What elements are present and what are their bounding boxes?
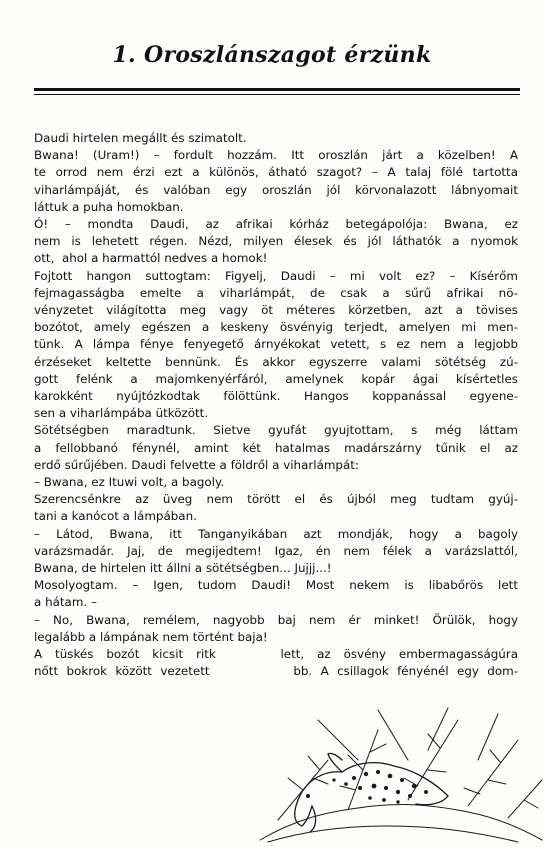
text-line: tünk. A lámpa fénye fenyegető árnyékokat vetett, s ez nem a legjobb xyxy=(34,337,518,352)
text-line: gott felénk a majomkenyérfáról, amelynek kopár ágai kísértetles xyxy=(34,371,518,386)
text-line: viharlámpáját, és valóban egy oroszlán jól körvonalazott lábnyomait xyxy=(34,182,518,197)
text-line: Ó! – mondta Daudi, az afrikai kórház betegápolója: Bwana, ez xyxy=(34,217,518,232)
text-line: Fojtott hangon suttogtam: Figyelj, Daudi – mi volt ez? – Kísérőm xyxy=(34,268,518,283)
text-line: varázsmadár. Jaj, de megijedtem! Igaz, én nem félek a varázslattól, xyxy=(34,543,518,558)
text-line: – No, Bwana, remélem, nagyobb baj nem ér minket! Örülök, hogy xyxy=(34,612,518,627)
text-line: karokként nyújtózkodtak fölöttünk. Hangos koppanással egyene- xyxy=(34,389,518,404)
text-line: Sötétségben maradtunk. Sietve gyufát gyujtottam, s még láttam xyxy=(34,423,518,438)
text-line: sen a viharlámpába ütközött. xyxy=(34,406,209,421)
text-line: a hátam. – xyxy=(34,595,97,610)
text-line: a fellobbanó fénynél, amint két hatalmas madárszárny tűnik el az xyxy=(34,440,518,455)
text-line: fejmagasságba emelte a viharlámpát, de csak a sűrű afrikai nö- xyxy=(34,285,518,300)
text-line: nőtt bokrok között vezetett bb. A csillagok fényénél egy dom- xyxy=(34,664,518,679)
text-line: Mosolyogtam. – Igen, tudom Daudi! Most nekem is libabőrös lett xyxy=(34,578,518,593)
text-line: – Bwana, ez Ituwi volt, a bagoly. xyxy=(34,475,225,490)
text-line: – Látod, Bwana, itt Tanganyikában azt mondják, hogy a bagoly xyxy=(34,526,518,541)
text-line: Bwana, de hirtelen itt állni a sötétségben... Jujjj...! xyxy=(34,561,332,576)
hyena-in-thornbush-illustration xyxy=(258,700,544,847)
text-line: A tüskés bozót kicsit ritk lett, az ösvény embermagasságúra xyxy=(34,647,518,662)
text-line: Bwana! (Uram!) – fordult hozzám. Itt oroszlán járt a közelben! A xyxy=(34,148,518,163)
text-line: ott, ahol a harmattól nedves a homok! xyxy=(34,251,268,266)
title-rule-thin xyxy=(34,94,520,95)
body-text xyxy=(34,130,518,681)
text-line: vényzetet világította meg vagy öt méteres körzetben, azt a tövises xyxy=(34,303,518,318)
text-line: bozótot, amely egészen a keskeny ösvényig terjedt, amelyen mi men- xyxy=(34,320,518,335)
hyena-spots xyxy=(332,770,428,804)
text-line: te orrod nem érzi ezt a különös, átható szagot? – A talaj fölé tartotta xyxy=(34,165,518,180)
text-line: legalább a lámpának nem történt baja! xyxy=(34,629,268,644)
title-rule-thick xyxy=(34,88,520,91)
text-line: Daudi hirtelen megállt és szimatolt. xyxy=(34,131,247,145)
chapter-title: 1. Oroszlánszagot érzünk xyxy=(112,42,432,68)
text-line: tani a kanócot a lámpában. xyxy=(34,509,197,524)
text-line: érzéseket keltette bennünk. És akkor egyszerre valami sötétség zú- xyxy=(34,354,518,369)
text-line: Szerencsénkre az üveg nem törött el és újból meg tudtam gyúj- xyxy=(34,492,518,507)
text-line: erdő sűrűjében. Daudi felvette a földről a viharlámpát: xyxy=(34,457,359,472)
text-line: nem is lehetett régen. Nézd, milyen élesek és jól láthatók a nyomok xyxy=(34,234,518,249)
text-line: láttuk a puha homokban. xyxy=(34,199,184,214)
